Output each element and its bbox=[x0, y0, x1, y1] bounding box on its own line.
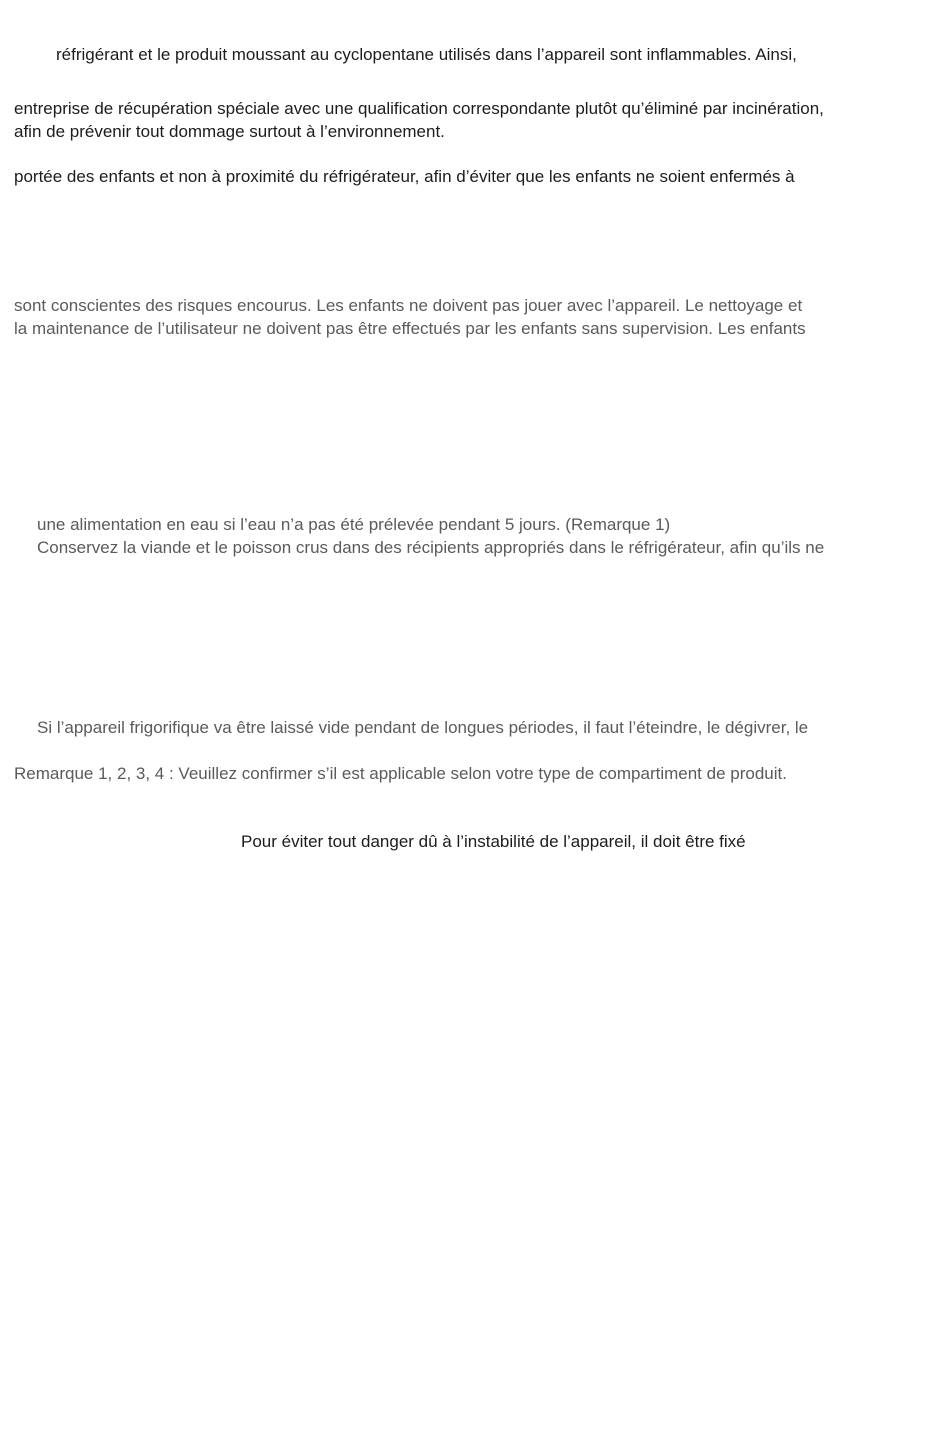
paragraph-line-6: la maintenance de l’utilisateur ne doivent pas être effectués par les enfants sans supervision. Les enfants bbox=[14, 319, 806, 338]
paragraph-line-5: sont conscientes des risques encourus. Les enfants ne doivent pas jouer avec l’appareil. Le nettoyage et bbox=[14, 296, 803, 315]
paragraph-line-2: entreprise de récupération spéciale avec une qualification correspondante plutôt qu’éliminé par incinération, bbox=[14, 99, 824, 118]
paragraph-line-4: portée des enfants et non à proximité du réfrigérateur, afin d’éviter que les enfants ne soient enfermés à bbox=[14, 167, 795, 186]
paragraph-line-9: Si l’appareil frigorifique va être laissé vide pendant de longues périodes, il faut l’éteindre, le dégivrer, le bbox=[37, 718, 809, 737]
paragraph-line-3: afin de prévenir tout dommage surtout à l’environnement. bbox=[14, 122, 445, 141]
note-line: Remarque 1, 2, 3, 4 : Veuillez confirmer s’il est applicable selon votre type de compartiment de produit. bbox=[14, 764, 787, 783]
paragraph-line-11: Pour éviter tout danger dû à l’instabilité de l’appareil, il doit être fixé bbox=[241, 832, 746, 851]
paragraph-line-7: une alimentation en eau si l’eau n’a pas été prélevée pendant 5 jours. (Remarque 1) bbox=[37, 515, 671, 534]
paragraph-line-1: réfrigérant et le produit moussant au cyclopentane utilisés dans l’appareil sont inflammables. Ainsi, bbox=[56, 45, 797, 64]
paragraph-line-8: Conservez la viande et le poisson crus dans des récipients appropriés dans le réfrigérateur, afin qu’ils ne bbox=[37, 538, 825, 557]
